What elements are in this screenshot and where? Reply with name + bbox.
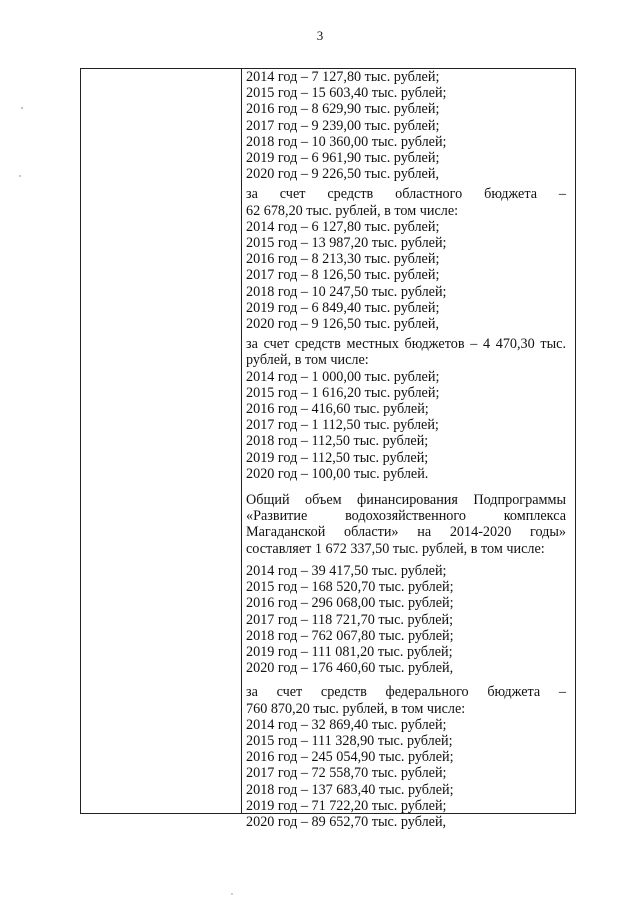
scan-speck [19, 175, 20, 176]
list-item: 2017 год – 9 239,00 тыс. рублей; [246, 117, 440, 134]
intro-line: за счет средств областного бюджета – [246, 186, 566, 203]
list-item: 2018 год – 137 683,40 тыс. рублей; [246, 781, 454, 798]
list-item: 2014 год – 6 127,80 тыс. рублей; [246, 218, 440, 235]
regional-budget-intro [246, 186, 566, 218]
local-by-year-list [246, 369, 566, 482]
list-item: 2018 год – 10 360,00 тыс. рублей; [246, 133, 447, 150]
list-item: 2017 год – 1 112,50 тыс. рублей; [246, 417, 439, 434]
list-item: 2014 год – 1 000,00 тыс. рублей; [246, 368, 440, 385]
list-item: 2015 год – 13 987,20 тыс. рублей; [246, 235, 447, 252]
list-item: 2019 год – 111 081,20 тыс. рублей; [246, 643, 453, 660]
paragraph-line: «Развитие водохозяйственного комплекса [246, 508, 566, 525]
scan-speck [21, 107, 23, 109]
federal-by-year-list [246, 717, 566, 830]
list-item: 2016 год – 245 054,90 тыс. рублей; [246, 749, 454, 766]
federal-budget-intro [246, 684, 566, 716]
funding-table [80, 68, 576, 830]
list-item: 2018 год – 112,50 тыс. рублей; [246, 433, 429, 450]
total-financing-paragraph [246, 492, 566, 557]
list-item: 2019 год – 112,50 тыс. рублей; [246, 449, 429, 466]
list-item: 2020 год – 9 126,50 тыс. рублей, [246, 316, 439, 333]
paragraph-line: Общий объем финансирования Подпрограммы [246, 492, 566, 509]
list-item: 2016 год – 416,60 тыс. рублей; [246, 401, 429, 418]
list-item: 2014 год – 7 127,80 тыс. рублей; [246, 69, 440, 85]
list-item: 2020 год – 100,00 тыс. рублей. [246, 465, 429, 482]
funding-details-cell [246, 69, 566, 830]
list-item: 2017 год – 72 558,70 тыс. рублей; [246, 765, 447, 782]
list-item: 2018 год – 762 067,80 тыс. рублей; [246, 627, 454, 644]
list-item: 2014 год – 39 417,50 тыс. рублей; [246, 562, 447, 579]
column-divider [241, 69, 242, 813]
list-item: 2019 год – 6 961,90 тыс. рублей; [246, 150, 440, 167]
subprogram-by-year-list [246, 563, 566, 676]
list-item: 2019 год – 71 722,20 тыс. рублей; [246, 797, 447, 814]
list-item: 2017 год – 8 126,50 тыс. рублей; [246, 267, 440, 284]
list-item: 2014 год – 32 869,40 тыс. рублей; [246, 716, 447, 733]
scan-speck [231, 893, 232, 894]
list-item: 2020 год – 89 652,70 тыс. рублей, [246, 813, 447, 830]
list-item: 2016 год – 8 213,30 тыс. рублей; [246, 251, 440, 268]
intro-line: 760 870,20 тыс. рублей, в том числе: [246, 700, 466, 717]
list-item: 2019 год – 6 849,40 тыс. рублей; [246, 299, 440, 316]
paragraph-line: составляет 1 672 337,50 тыс. рублей, в том числе: [246, 540, 545, 557]
list-item: 2016 год – 8 629,90 тыс. рублей; [246, 101, 440, 118]
list-item: 2015 год – 15 603,40 тыс. рублей; [246, 85, 447, 102]
regional-by-year-list [246, 219, 566, 332]
page-number: 3 [316, 28, 324, 43]
list-item: 2016 год – 296 068,00 тыс. рублей; [246, 595, 454, 612]
list-item: 2015 год – 111 328,90 тыс. рублей; [246, 732, 453, 749]
intro-line: 62 678,20 тыс. рублей, в том числе: [246, 202, 459, 219]
total-by-year-list-1 [246, 69, 566, 182]
paragraph-line: Магаданской области» на 2014-2020 годы» [246, 524, 566, 541]
list-item: 2015 год – 168 520,70 тыс. рублей; [246, 579, 454, 596]
local-budget-intro [246, 336, 566, 368]
intro-line: за счет средств местных бюджетов – 4 470,30 тыс. [246, 336, 566, 353]
list-item: 2020 год – 176 460,60 тыс. рублей, [246, 660, 454, 677]
intro-line: за счет средств федерального бюджета – [246, 684, 566, 701]
list-item: 2017 год – 118 721,70 тыс. рублей; [246, 611, 454, 628]
list-item: 2015 год – 1 616,20 тыс. рублей; [246, 384, 440, 401]
intro-line: рублей, в том числе: [246, 352, 369, 369]
list-item: 2020 год – 9 226,50 тыс. рублей, [246, 166, 439, 183]
list-item: 2018 год – 10 247,50 тыс. рублей; [246, 283, 447, 300]
